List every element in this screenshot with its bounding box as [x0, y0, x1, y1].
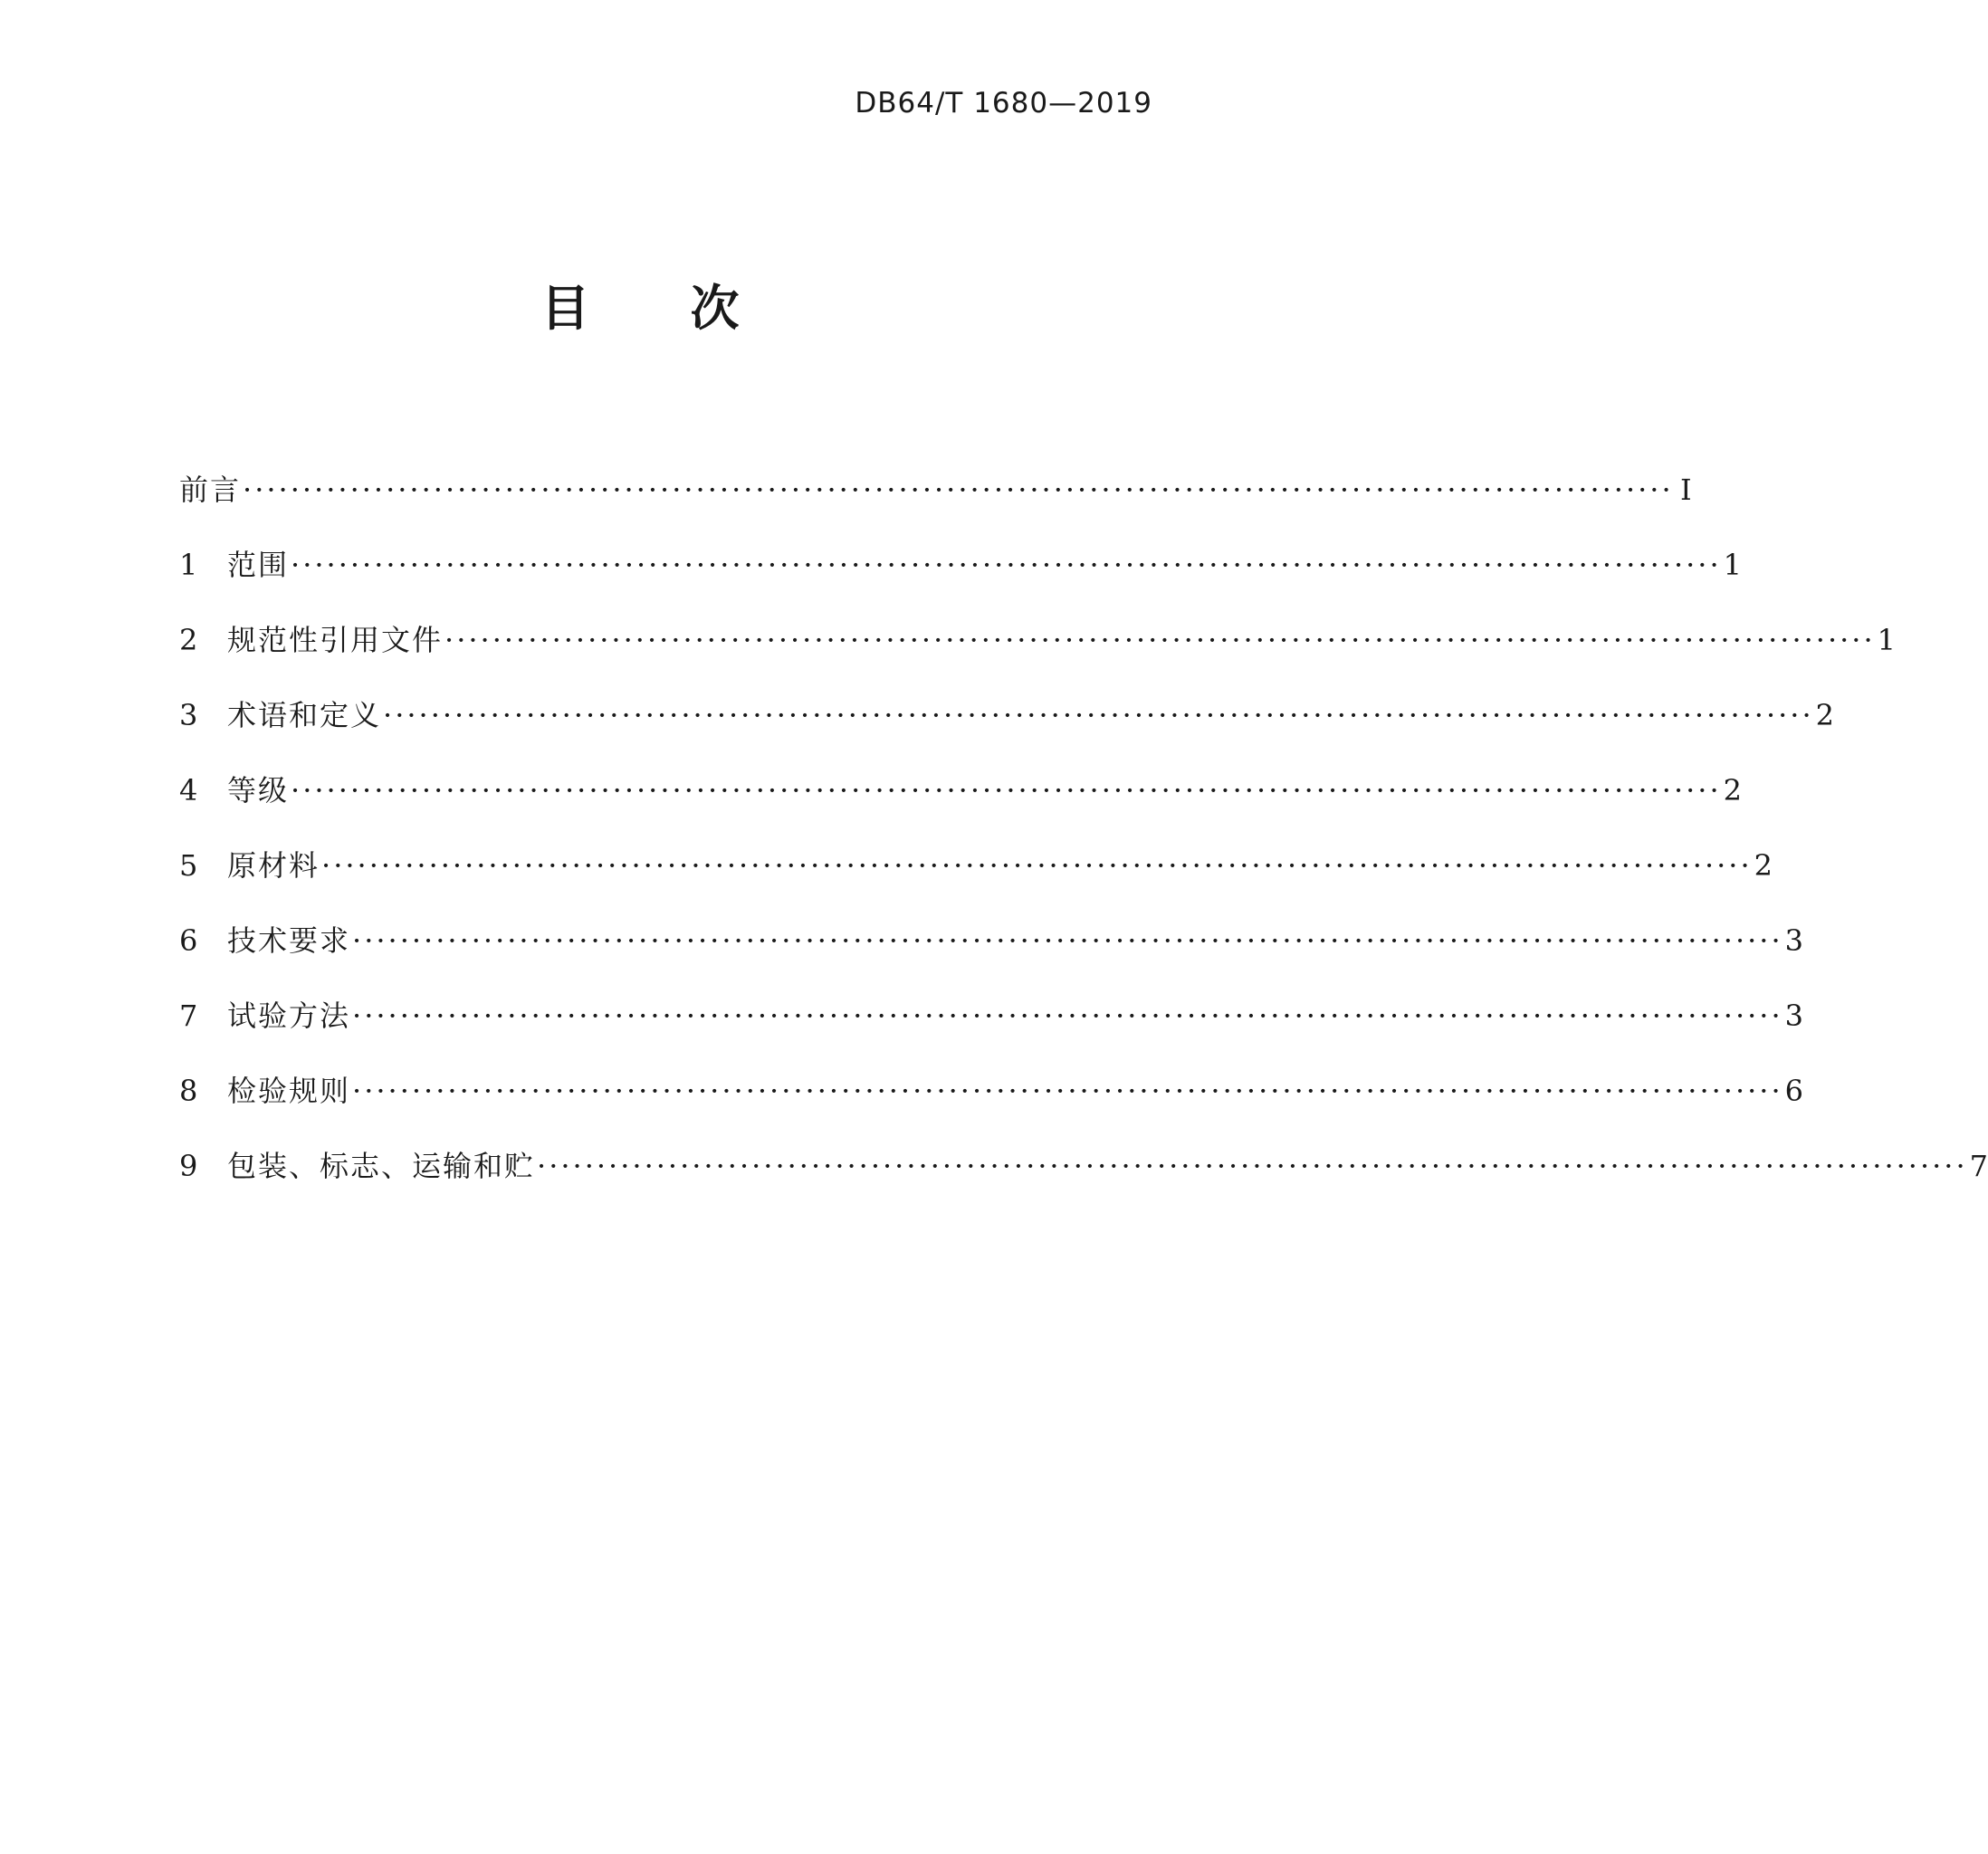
dot-leader: ························································································································: [352, 999, 1783, 1033]
toc-entry-label: 等级: [227, 773, 290, 808]
toc-entry-foreword[interactable]: [179, 433, 1692, 508]
toc-section-number: 1: [179, 548, 198, 582]
toc-page-number: 2: [1815, 698, 1834, 732]
toc-page-number: 3: [1784, 923, 1803, 958]
title-char-2: 次: [690, 280, 741, 337]
toc-entry-6[interactable]: [179, 884, 1803, 959]
toc-page-number: 3: [1784, 999, 1803, 1033]
toc-entry-label: 术语和定义: [227, 698, 382, 732]
toc-page-number: I: [1680, 473, 1692, 507]
toc-entry-7[interactable]: [179, 959, 1803, 1034]
toc-section-number: 9: [179, 1149, 198, 1183]
toc-entry-label: 规范性引用文件: [227, 623, 444, 657]
toc-section-number: 2: [179, 623, 198, 657]
toc-page-number: 2: [1754, 848, 1773, 883]
toc-entry-label: 前言: [179, 473, 242, 507]
toc-entry-9[interactable]: [179, 1109, 1988, 1184]
toc-entry-2[interactable]: [179, 583, 1896, 658]
toc-section-number: 3: [179, 698, 198, 732]
toc-page-number: 7: [1969, 1149, 1988, 1183]
standard-code: DB64/T 1680—2019: [855, 87, 1152, 119]
dot-leader: ························································································································: [352, 923, 1783, 958]
dot-leader: ························································································································: [383, 698, 1814, 732]
toc-entry-label: 技术要求: [227, 923, 351, 958]
toc-section-number: 4: [179, 773, 198, 808]
dot-leader: ························································································································: [444, 623, 1876, 657]
dot-leader: ························································································································: [537, 1149, 1968, 1183]
table-of-contents: [179, 433, 1988, 1184]
dot-leader: ························································································································: [243, 473, 1674, 507]
toc-page-number: 6: [1784, 1074, 1803, 1108]
toc-entry-label: 包装、标志、运输和贮: [227, 1149, 536, 1183]
toc-entry-label: 试验方法: [227, 999, 351, 1033]
page-title: [0, 270, 1281, 339]
dot-leader: ························································································································: [321, 848, 1753, 883]
toc-entry-8[interactable]: [179, 1034, 1803, 1109]
toc-entry-label: 范围: [227, 548, 290, 582]
toc-page-number: 1: [1723, 548, 1742, 582]
toc-section-number: 8: [179, 1074, 198, 1108]
toc-page-number: 2: [1723, 773, 1742, 808]
toc-entry-1[interactable]: [179, 508, 1742, 583]
toc-section-number: 6: [179, 923, 198, 958]
toc-page-number: 1: [1877, 623, 1896, 657]
toc-entry-3[interactable]: [179, 658, 1834, 733]
toc-section-number: 7: [179, 999, 198, 1033]
toc-section-number: 5: [179, 848, 198, 883]
title-char-1: 目: [540, 280, 591, 337]
dot-leader: ························································································································: [291, 548, 1722, 582]
toc-entry-5[interactable]: [179, 808, 1773, 884]
toc-entry-label: 检验规则: [227, 1074, 351, 1108]
dot-leader: ························································································································: [352, 1074, 1783, 1108]
dot-leader: ························································································································: [291, 773, 1722, 808]
toc-entry-label: 原材料: [227, 848, 320, 883]
toc-entry-4[interactable]: [179, 733, 1742, 808]
